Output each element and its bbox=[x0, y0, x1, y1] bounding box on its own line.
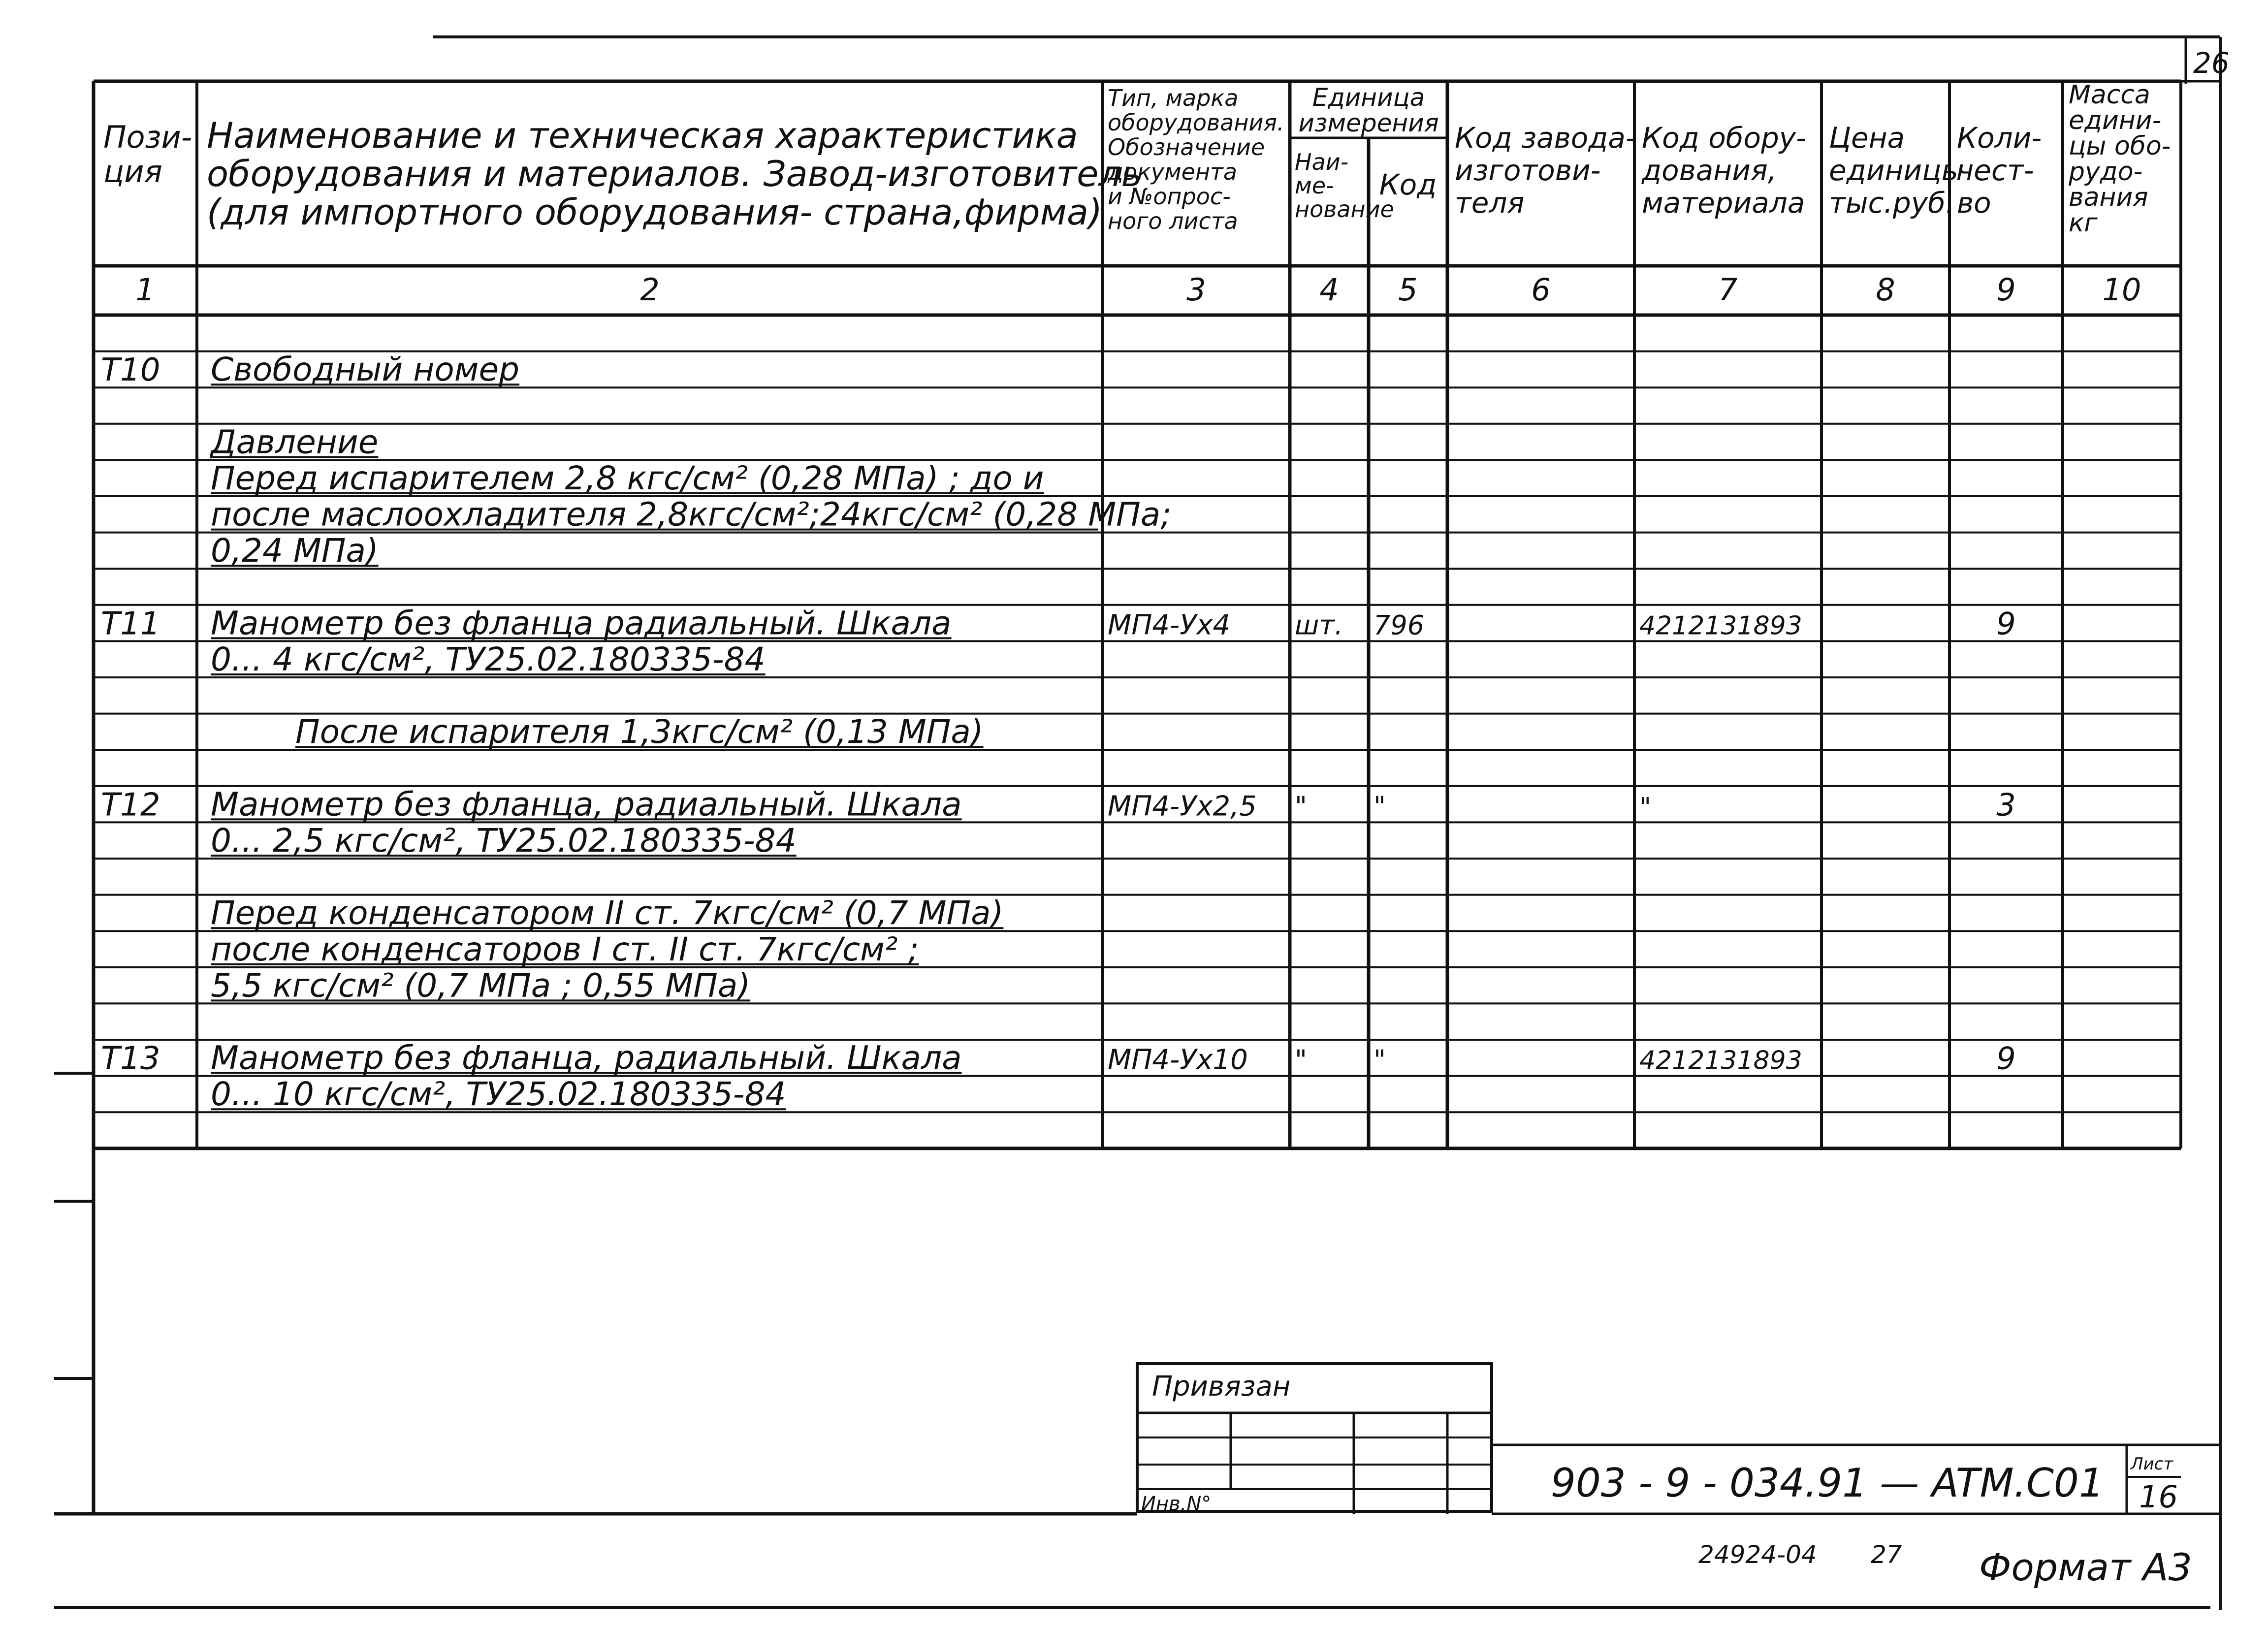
column-header-7-line: материала bbox=[1642, 186, 1805, 220]
column-header-6-line: теля bbox=[1455, 186, 1525, 220]
cell-unit: " bbox=[1295, 1044, 1307, 1076]
column-header-8-line: единицы bbox=[1829, 154, 1964, 187]
format-label: Формат А3 bbox=[1979, 1545, 2192, 1589]
column-header-3-line: и №опрос- bbox=[1108, 183, 1231, 210]
column-header-3-line: документа bbox=[1108, 159, 1238, 185]
column-number-5: 5 bbox=[1398, 272, 1418, 308]
cell-code: " bbox=[1374, 1044, 1386, 1076]
column-header-5-line: Код bbox=[1379, 168, 1437, 201]
column-header-10-line: едини- bbox=[2069, 106, 2162, 135]
cell-name: Перед конденсатором II ст. 7кгс/см² (0,7 МПа) bbox=[211, 894, 1004, 932]
column-number-10: 10 bbox=[2102, 272, 2141, 308]
cell-qty: 9 bbox=[1996, 606, 2016, 642]
column-header-1-line: Пози- bbox=[103, 119, 192, 155]
column-header-3-line: оборудования. bbox=[1108, 109, 1284, 136]
cell-name: после маслоохладителя 2,8кгс/см²;24кгс/см² (0,28 МПа; bbox=[211, 495, 1172, 534]
cell-code: " bbox=[1374, 791, 1386, 822]
unit-group-header-line: Единица bbox=[1312, 83, 1425, 112]
unit-group-header-line: измерения bbox=[1298, 109, 1439, 137]
cell-pos: T13 bbox=[101, 1040, 160, 1077]
column-header-1-line: ция bbox=[103, 154, 162, 190]
column-header-8-line: Цена bbox=[1829, 121, 1905, 155]
column-header-9-line: чест- bbox=[1957, 154, 2034, 187]
cell-type: МП4-Ух10 bbox=[1108, 1044, 1248, 1076]
table-body bbox=[101, 351, 2016, 1113]
column-header-9-line: во bbox=[1957, 186, 1991, 220]
cell-name: Манометр без фланца радиальный. Шкала bbox=[211, 604, 952, 642]
page-number: 26 bbox=[2193, 46, 2230, 80]
column-number-8: 8 bbox=[1876, 272, 1895, 308]
column-header-9-line: Коли- bbox=[1957, 121, 2042, 155]
cell-unit: " bbox=[1295, 791, 1307, 822]
column-number-4: 4 bbox=[1319, 272, 1339, 308]
column-header-6-line: изготови- bbox=[1455, 154, 1601, 187]
column-header-2-line: (для импортного оборудования- страна,фирма) bbox=[207, 192, 1103, 233]
cell-name: после конденсаторов I ст. II ст. 7кгс/см² ; bbox=[211, 930, 919, 968]
column-header-6-line: Код завода- bbox=[1455, 121, 1636, 155]
cell-pos: T12 bbox=[101, 787, 160, 824]
column-header-7-line: дования, bbox=[1642, 154, 1777, 187]
column-header-10-line: рудо- bbox=[2069, 157, 2143, 187]
cell-name: 0... 10 кгс/см², ТУ25.02.180335-84 bbox=[211, 1075, 786, 1114]
column-header-2-line: Наименование и техническая характеристика bbox=[207, 115, 1078, 156]
column-number-1: 1 bbox=[135, 272, 155, 308]
column-number-6: 6 bbox=[1531, 272, 1551, 308]
inventory-number-label: Инв.N° bbox=[1141, 1493, 1212, 1515]
cell-name: 0... 2,5 кгс/см², ТУ25.02.180335-84 bbox=[211, 822, 797, 860]
cell-qty: 9 bbox=[1996, 1040, 2016, 1077]
document-code: 903 - 9 - 034.91 — ATM.C01 bbox=[1551, 1460, 2104, 1506]
column-header-10-line: вания bbox=[2069, 183, 2148, 212]
title-block bbox=[1137, 1364, 2220, 1515]
cell-type: МП4-Ух4 bbox=[1108, 609, 1231, 641]
cell-name: Манометр без фланца, радиальный. Шкала bbox=[211, 785, 962, 824]
cell-mat: 4212131893 bbox=[1639, 1046, 1802, 1076]
cell-type: МП4-Ух2,5 bbox=[1108, 790, 1257, 823]
cell-name: 0,24 МПа) bbox=[211, 532, 379, 570]
cell-name: 5,5 кгс/см² (0,7 МПа ; 0,55 МПа) bbox=[211, 966, 751, 1005]
cell-unit: шт. bbox=[1295, 609, 1343, 641]
column-header-3-line: Обозначение bbox=[1108, 134, 1265, 160]
cell-code: 796 bbox=[1374, 609, 1425, 641]
column-header-10-line: цы обо- bbox=[2069, 131, 2171, 161]
cell-mat: 4212131893 bbox=[1639, 611, 1802, 641]
column-number-3: 3 bbox=[1186, 272, 1206, 308]
cell-pos: T10 bbox=[101, 352, 160, 389]
column-number-9: 9 bbox=[1996, 272, 2016, 308]
column-header-8-line: тыс.руб. bbox=[1829, 186, 1955, 220]
column-header-4-line: нование bbox=[1295, 196, 1394, 223]
column-header-7-line: Код обору- bbox=[1642, 121, 1807, 155]
table-header bbox=[103, 80, 2171, 308]
column-header-4-line: ме- bbox=[1295, 172, 1334, 199]
archive-number: 24924-04 bbox=[1698, 1540, 1817, 1569]
column-header-10-line: Масса bbox=[2069, 80, 2150, 110]
cell-mat: " bbox=[1639, 792, 1651, 822]
column-header-3-line: Тип, марка bbox=[1108, 85, 1239, 111]
cell-name: Давление bbox=[211, 423, 379, 461]
archive-number-2: 27 bbox=[1871, 1540, 1902, 1569]
cell-qty: 3 bbox=[1996, 787, 2016, 823]
privyazan-label: Привязан bbox=[1152, 1371, 1291, 1403]
sheet-number: 16 bbox=[2139, 1479, 2178, 1515]
column-header-4-line: Наи- bbox=[1295, 149, 1349, 175]
column-header-10-line: кг bbox=[2069, 208, 2098, 238]
cell-name: Манометр без фланца, радиальный. Шкала bbox=[211, 1039, 962, 1077]
column-header-3-line: ного листа bbox=[1108, 208, 1238, 234]
cell-name: Свободный номер bbox=[211, 351, 520, 389]
cell-name: Перед испарителем 2,8 кгс/см² (0,28 МПа) ; до и bbox=[211, 459, 1044, 497]
column-number-2: 2 bbox=[640, 272, 660, 308]
sheet-label: Лист bbox=[2131, 1454, 2173, 1474]
cell-pos: T11 bbox=[101, 606, 160, 642]
column-number-7: 7 bbox=[1718, 272, 1738, 308]
cell-name: 0... 4 кгс/см², ТУ25.02.180335-84 bbox=[211, 640, 766, 678]
column-header-2-line: оборудования и материалов. Завод-изготовитель bbox=[207, 153, 1142, 194]
cell-name: После испарителя 1,3кгс/см² (0,13 МПа) bbox=[295, 713, 984, 751]
